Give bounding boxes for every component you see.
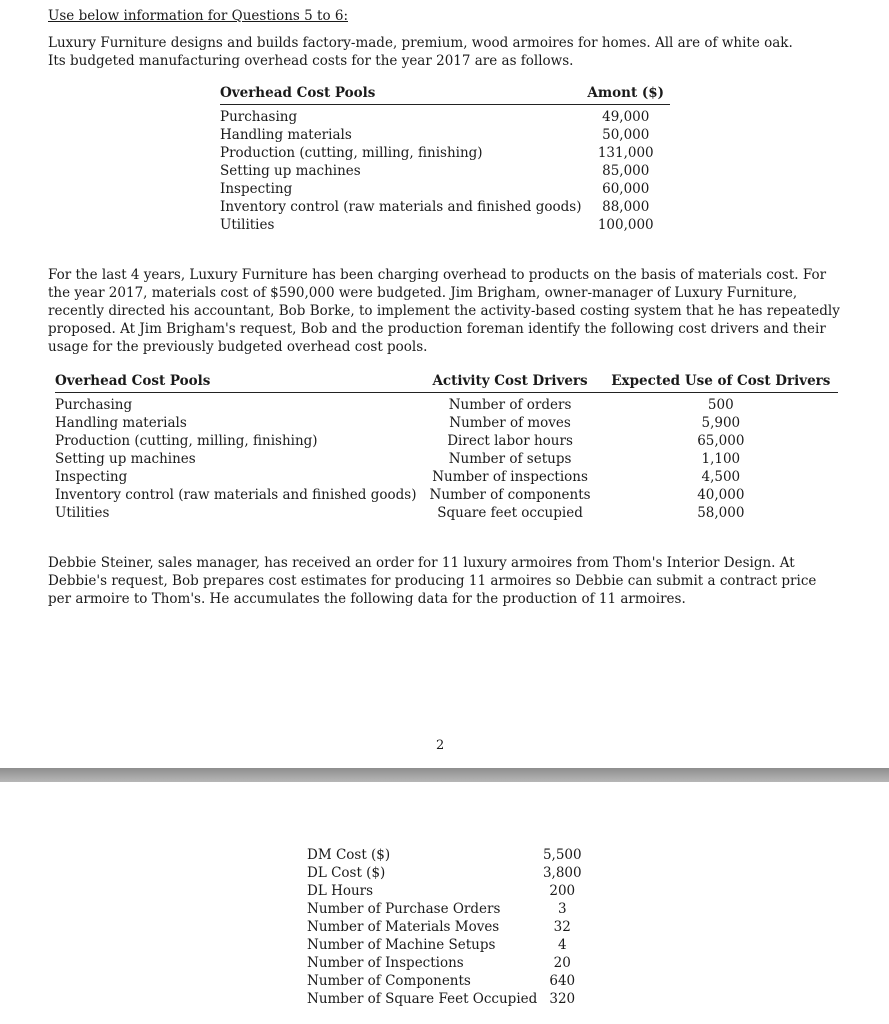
driver-use-cell: 40,000 xyxy=(697,487,745,503)
table-row xyxy=(55,393,838,415)
driver-activity-cell: Number of inspections xyxy=(432,469,588,485)
table-row xyxy=(55,486,838,504)
table-row xyxy=(307,882,587,900)
driver-activity-column-header: Activity Cost Drivers xyxy=(416,372,603,393)
overhead-amount-column-header: Amont ($) xyxy=(581,84,670,105)
driver-activity-cell: Number of setups xyxy=(448,451,572,467)
overhead-pool-column-header: Overhead Cost Pools xyxy=(220,84,581,105)
table-row xyxy=(307,972,587,990)
production-label-cell: Number of Components xyxy=(307,973,471,989)
overhead-pool-cell: Utilities xyxy=(220,217,275,233)
table-row xyxy=(55,450,838,468)
production-label-cell: DM Cost ($) xyxy=(307,847,391,863)
table-row xyxy=(220,198,670,216)
production-label-cell: DL Hours xyxy=(307,883,374,899)
production-label-cell: Number of Square Feet Occupied xyxy=(307,991,538,1007)
document-page-2 xyxy=(0,782,889,1024)
table-row xyxy=(220,162,670,180)
production-data-table xyxy=(307,846,587,1008)
driver-activity-cell: Number of orders xyxy=(448,397,572,413)
production-label-cell: Number of Purchase Orders xyxy=(307,901,501,917)
driver-pool-cell: Production (cutting, milling, finishing) xyxy=(55,433,318,449)
production-value-cell: 5,500 xyxy=(542,847,582,863)
driver-use-cell: 5,900 xyxy=(701,415,741,431)
production-value-cell: 640 xyxy=(549,973,576,989)
production-label-cell: Number of Inspections xyxy=(307,955,464,971)
overhead-amount-cell: 60,000 xyxy=(602,181,650,197)
table-row xyxy=(307,864,587,882)
table-row xyxy=(55,414,838,432)
driver-activity-cell: Direct labor hours xyxy=(447,433,573,449)
driver-pool-cell: Utilities xyxy=(55,505,110,521)
page-number: 2 xyxy=(436,738,445,753)
overhead-pool-cell: Inventory control (raw materials and finished goods) xyxy=(220,199,582,215)
driver-pool-cell: Handling materials xyxy=(55,415,187,431)
overhead-table-header-row xyxy=(220,84,670,105)
table-row xyxy=(220,105,670,127)
driver-activity-cell: Square feet occupied xyxy=(437,505,583,521)
overhead-amount-cell: 131,000 xyxy=(597,145,654,161)
table-row xyxy=(307,936,587,954)
overhead-pool-cell: Setting up machines xyxy=(220,163,361,179)
table-row xyxy=(55,504,838,522)
table-row xyxy=(55,468,838,486)
driver-activity-cell: Number of moves xyxy=(449,415,571,431)
driver-use-column-header: Expected Use of Cost Drivers xyxy=(604,372,838,393)
driver-pool-column-header: Overhead Cost Pools xyxy=(55,372,416,393)
driver-pool-cell: Inspecting xyxy=(55,469,128,485)
production-value-cell: 3,800 xyxy=(542,865,582,881)
driver-use-cell: 500 xyxy=(707,397,734,413)
overhead-amount-cell: 50,000 xyxy=(602,127,650,143)
production-value-cell: 200 xyxy=(549,883,576,899)
third-paragraph: Debbie Steiner, sales manager, has received an order for 11 luxury armoires from Thom's Interior Design. At Debbie's request, Bob prepares cost estimates for producing 11 armoires so Debbie can submit a contract price per armoire to Thom's. He accumulates the following data for the production of 11 armoires. xyxy=(48,555,817,607)
driver-pool-cell: Setting up machines xyxy=(55,451,196,467)
overhead-pool-cell: Inspecting xyxy=(220,181,293,197)
table-row xyxy=(220,180,670,198)
driver-use-cell: 58,000 xyxy=(697,505,745,521)
overhead-amount-cell: 85,000 xyxy=(602,163,650,179)
table-row xyxy=(307,900,587,918)
production-value-cell: 320 xyxy=(549,991,576,1007)
table-row xyxy=(307,918,587,936)
overhead-amount-cell: 88,000 xyxy=(602,199,650,215)
production-value-cell: 3 xyxy=(557,901,567,917)
table-row xyxy=(307,954,587,972)
driver-pool-cell: Purchasing xyxy=(55,397,133,413)
table-row xyxy=(220,216,670,234)
overhead-cost-table xyxy=(220,84,670,234)
table-row xyxy=(220,144,670,162)
overhead-amount-cell: 49,000 xyxy=(602,109,650,125)
production-label-cell: Number of Machine Setups xyxy=(307,937,496,953)
production-value-cell: 32 xyxy=(553,919,571,935)
second-paragraph: For the last 4 years, Luxury Furniture has been charging overhead to products on the basis of materials cost. For the year 2017, materials cost of $590,000 were budgeted. Jim Brigham, owner-manager of Luxury Furniture, recently directed his accountant, Bob Borke, to implement the activity-based costing system that he has repeatedly proposed. At Jim Brigham's request, Bob and the production foreman identify the following cost drivers and their usage for the previously budgeted overhead cost pools. xyxy=(48,267,840,355)
overhead-pool-cell: Purchasing xyxy=(220,109,298,125)
table-row xyxy=(55,432,838,450)
table-row xyxy=(307,846,587,864)
production-label-cell: Number of Materials Moves xyxy=(307,919,500,935)
overhead-amount-cell: 100,000 xyxy=(597,217,654,233)
questions-heading: Use below information for Questions 5 to 6: xyxy=(48,8,348,24)
overhead-pool-cell: Production (cutting, milling, finishing) xyxy=(220,145,483,161)
driver-use-cell: 1,100 xyxy=(701,451,741,467)
production-label-cell: DL Cost ($) xyxy=(307,865,386,881)
table-row xyxy=(220,126,670,144)
driver-pool-cell: Inventory control (raw materials and finished goods) xyxy=(55,487,417,503)
driver-use-cell: 4,500 xyxy=(701,469,741,485)
overhead-pool-cell: Handling materials xyxy=(220,127,352,143)
driver-use-cell: 65,000 xyxy=(697,433,745,449)
driver-activity-cell: Number of components xyxy=(429,487,591,503)
page-separator xyxy=(0,768,889,782)
driver-table-header-row xyxy=(55,372,838,393)
production-value-cell: 20 xyxy=(553,955,571,971)
production-value-cell: 4 xyxy=(557,937,567,953)
intro-paragraph: Luxury Furniture designs and builds factory-made, premium, wood armoires for homes. All are of white oak. Its budgeted manufacturing overhead costs for the year 2017 are as follows. xyxy=(48,35,793,69)
cost-driver-table xyxy=(55,372,838,522)
table-row xyxy=(307,990,587,1008)
